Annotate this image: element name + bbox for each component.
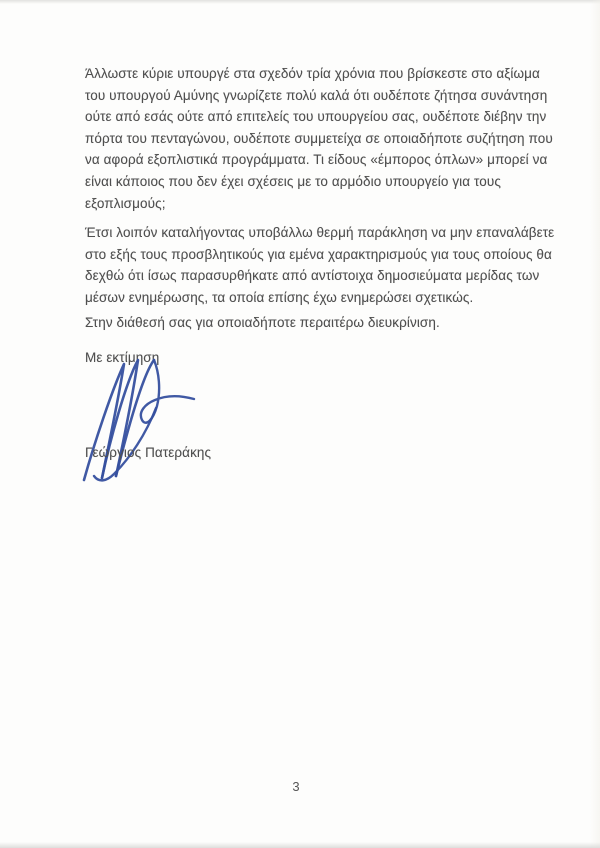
- closing-salutation: Με εκτίμηση: [85, 350, 160, 365]
- letter-line: να αφορά εξοπλιστικά προγράμματα. Τι είδους «έμπορος όπλων» μπορεί να: [85, 152, 548, 168]
- letter-line: στο εξής τους προσβλητικούς για εμένα χαρακτηρισμούς για τους οποίους θα: [85, 246, 552, 262]
- letter-line: είναι κάποιος που δεν έχει σχέσεις με το αρμόδιο υπουργείο για τους: [85, 173, 501, 189]
- letter-line: Έτσι λοιπόν καταλήγοντας υποβάλλω θερμή παράκληση να μην επαναλάβετε: [85, 225, 555, 240]
- scan-edge-bottom: [0, 842, 600, 848]
- letter-paragraph-3: [85, 312, 545, 334]
- scan-edge-top: [0, 0, 600, 4]
- letter-line: μέσων ενημέρωσης, τα οποία επίσης έχω ενημερώσει σχετικώς.: [85, 289, 474, 305]
- letter-line: του υπουργού Αμύνης γνωρίζετε πολύ καλά ότι ουδέποτε ζήτησα συνάντηση: [85, 87, 548, 103]
- letter-line: εξοπλισμούς;: [85, 195, 166, 211]
- page-number: 3: [292, 779, 300, 794]
- letter-paragraph-2: [85, 222, 555, 308]
- scan-edge-right: [590, 0, 600, 848]
- letter-line: δεχθώ ότι ίσως παρασυρθήκατε από αντίστοιχα δημοσιεύματα μερίδας των: [85, 268, 540, 284]
- letter-line: Άλλωστε κύριε υπουργέ στα σχεδόν τρία χρόνια που βρίσκεστε στο αξίωμα: [85, 66, 540, 81]
- letter-line: Στην διάθεσή σας για οποιαδήποτε περαιτέρω διευκρίνιση.: [85, 315, 440, 330]
- handwritten-signature: [78, 352, 223, 487]
- letter-line: ούτε από εσάς ούτε από επιτελείς του υπουργείου σας, ουδέποτε διέβην την: [85, 109, 547, 125]
- letter-line: πόρτα του πενταγώνου, ουδέποτε συμμετείχα σε οποιαδήποτε συζήτηση που: [85, 130, 553, 146]
- signatory-name: Γεώργιος Πατεράκης: [85, 445, 212, 460]
- letter-paragraph-1: [85, 63, 553, 214]
